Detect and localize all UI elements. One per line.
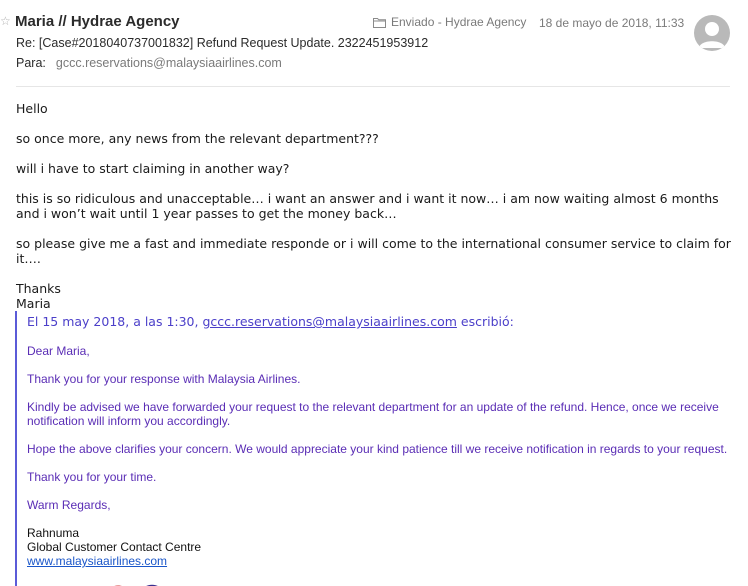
- message-header: [0, 0, 748, 84]
- quote-line: Thank you for your response with Malaysia Airlines.: [27, 372, 301, 386]
- sender-name[interactable]: Maria // Hydrae Agency: [15, 13, 180, 30]
- body-line: will i have to start claiming in another way?: [16, 161, 290, 176]
- recipient-row: [16, 56, 282, 70]
- body-line: so once more, any news from the relevant department???: [16, 131, 379, 146]
- quoted-message: [15, 311, 735, 586]
- body-line: Hello: [16, 101, 48, 116]
- folder-icon: [373, 17, 386, 28]
- folder-name: Enviado - Hydrae Agency: [391, 15, 527, 29]
- star-icon[interactable]: ☆: [0, 14, 11, 28]
- quote-closing: Warm Regards,: [27, 498, 111, 512]
- avatar[interactable]: [694, 15, 730, 51]
- body-line: so please give me a fast and immediate responde or i will come to the international consumer service to claim for it….: [16, 236, 731, 266]
- quote-attribution: [27, 314, 514, 329]
- website-link[interactable]: www.malaysiaairlines.com: [27, 554, 168, 568]
- quote-line: Kindly be advised we have forwarded your request to the relevant department for an update of the refund. Hence, once we receive: [27, 400, 719, 414]
- body-line: Thanks: [16, 281, 61, 296]
- airline-logo-icon: [101, 581, 191, 586]
- message-subject: Re: [Case#2018040737001832] Refund Request Update. 2322451953912: [16, 36, 429, 50]
- folder-label[interactable]: [373, 15, 526, 29]
- to-address[interactable]: gccc.reservations@malaysiaairlines.com: [55, 56, 282, 70]
- to-label: Para:: [16, 56, 46, 70]
- quote-line: Hope the above clarifies your concern. We would appreciate your kind patience till we receive notification in regards to your request.: [27, 442, 728, 456]
- signature-department: Global Customer Contact Centre: [27, 540, 202, 554]
- attribution-prefix: El 15 may 2018, a las 1:30,: [27, 314, 199, 329]
- attribution-suffix: escribió:: [460, 314, 514, 329]
- quote-line: Thank you for your time.: [27, 470, 157, 484]
- avatar-icon: [694, 15, 730, 51]
- header-divider: [16, 86, 730, 87]
- message-body: [16, 101, 736, 311]
- quote-line: notification will inform you accordingly.: [27, 414, 231, 428]
- attribution-email-link[interactable]: gccc.reservations@malaysiaairlines.com: [202, 314, 457, 329]
- message-date: 18 de mayo de 2018, 11:33: [539, 16, 685, 30]
- body-line: this is so ridiculous and unacceptable… i want an answer and i want it now… i am now waiting almost 6 months and i won’t wait until 1 year passes to get the money back…: [16, 191, 719, 221]
- signature-link-wrap: [27, 554, 167, 568]
- signature-name: Rahnuma: [27, 526, 80, 540]
- quote-greeting: Dear Maria,: [27, 344, 90, 358]
- body-line: Maria: [16, 296, 51, 311]
